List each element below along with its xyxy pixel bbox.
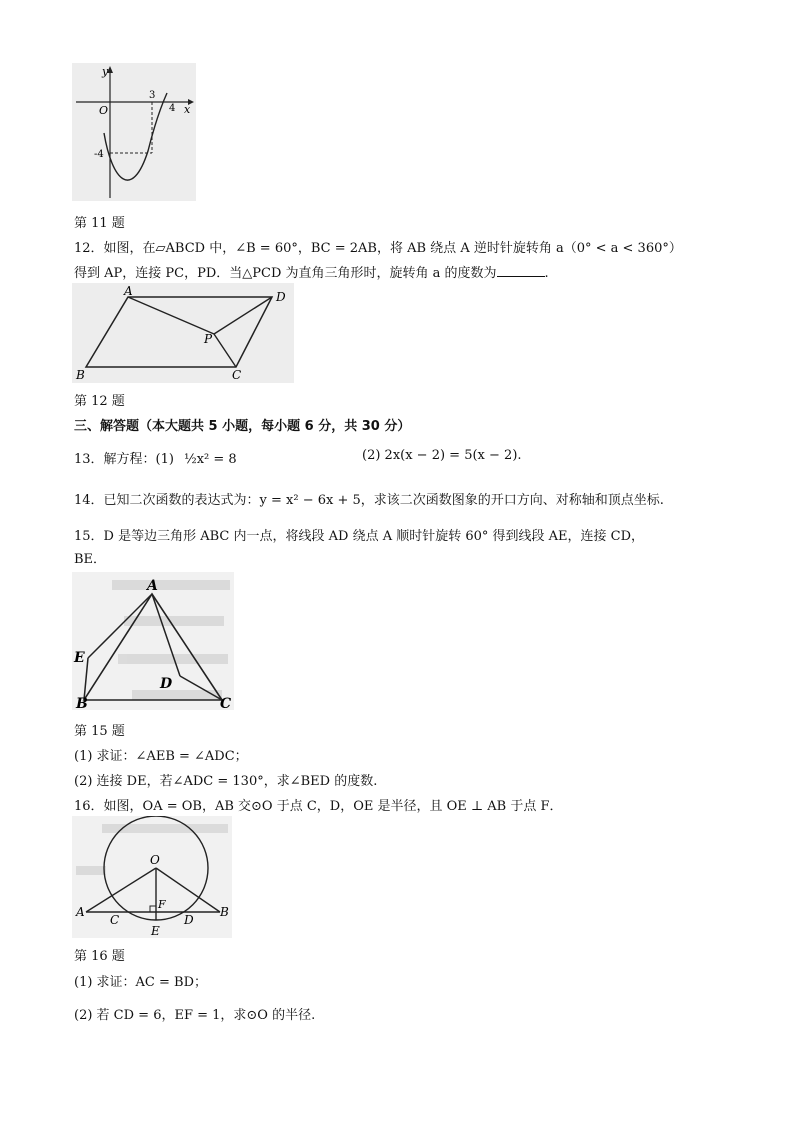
- question-13-label: 13．解方程：(1): [74, 452, 174, 467]
- figure-11: [72, 63, 196, 201]
- circle-diagram: [72, 816, 232, 938]
- tick-label-3: 3: [149, 90, 156, 101]
- figure-12: [72, 283, 294, 383]
- point-d-label: D: [184, 913, 194, 927]
- question-15-sub-1: (1) 求证：∠AEB = ∠ADC；: [74, 749, 248, 764]
- point-b-label: B: [76, 368, 85, 382]
- tick-label-4: 4: [169, 103, 176, 114]
- parabola-graph: [72, 63, 196, 201]
- point-d-label: D: [160, 676, 173, 692]
- question-13: [74, 448, 237, 467]
- section-3-heading: 三、解答题（本大题共 5 小题，每小题 6 分，共 30 分）: [74, 419, 411, 434]
- question-16-line-1: 16．如图，OA = OB，AB 交⊙O 于点 C，D，OE 是半径，且 OE ⊥ AB 于点 F．: [74, 799, 563, 814]
- figure-16-caption: 第 16 题: [74, 949, 125, 964]
- question-12-period: .: [544, 266, 549, 281]
- point-f-label: F: [158, 898, 166, 911]
- tick-label-neg4: -4: [94, 149, 104, 160]
- point-c-label: C: [110, 913, 120, 927]
- question-15-line-1: 15．D 是等边三角形 ABC 内一点，将线段 AD 绕点 A 顺时针旋转 60° 得到线段 AE，连接 CD，: [74, 529, 645, 544]
- figure-16: [72, 816, 232, 938]
- point-e-label: E: [151, 924, 160, 938]
- point-p-label: P: [204, 332, 213, 346]
- point-a-label: A: [76, 905, 85, 919]
- figure-12-caption: 第 12 题: [74, 394, 125, 409]
- figure-11-caption: 第 11 题: [74, 216, 125, 231]
- figure-15-caption: 第 15 题: [74, 724, 125, 739]
- figure-15: [72, 572, 234, 710]
- origin-label: O: [99, 104, 109, 117]
- point-a-label: A: [147, 578, 158, 594]
- parallelogram-diagram: [72, 283, 294, 383]
- question-12-line-1: 12．如图，在▱ABCD 中，∠B = 60°，BC = 2AB，将 AB 绕点 A 逆时针旋转角 a（0° < a < 360°）: [74, 241, 682, 256]
- question-13-part-1: ½x² = 8: [184, 452, 237, 467]
- question-13-part-2: (2) 2x(x − 2) = 5(x − 2).: [362, 448, 522, 463]
- point-c-label: C: [220, 696, 232, 710]
- question-12-text: 得到 AP，连接 PC，PD．当△PCD 为直角三角形时，旋转角 a 的度数为: [74, 266, 497, 281]
- triangle-diagram: [72, 572, 234, 710]
- question-15-sub-2: (2) 连接 DE，若∠ADC = 130°，求∠BED 的度数.: [74, 774, 378, 789]
- question-16-sub-1: (1) 求证：AC = BD；: [74, 975, 208, 990]
- point-c-label: C: [232, 368, 242, 382]
- x-axis-label: x: [184, 103, 191, 116]
- question-15-line-2: BE．: [74, 552, 107, 567]
- point-d-label: D: [276, 290, 286, 304]
- point-b-label: B: [76, 696, 88, 710]
- question-12-line-2: [74, 262, 549, 281]
- point-e-label: E: [74, 650, 85, 666]
- y-axis-label: y: [102, 65, 109, 78]
- answer-blank: [497, 264, 545, 277]
- question-16-sub-2: (2) 若 CD = 6，EF = 1，求⊙O 的半径.: [74, 1008, 316, 1023]
- point-a-label: A: [124, 284, 133, 298]
- center-o-label: O: [150, 853, 160, 867]
- point-b-label: B: [220, 905, 229, 919]
- question-14: 14．已知二次函数的表达式为：y = x² − 6x + 5，求该二次函数图象的开口方向、对称轴和顶点坐标.: [74, 493, 664, 508]
